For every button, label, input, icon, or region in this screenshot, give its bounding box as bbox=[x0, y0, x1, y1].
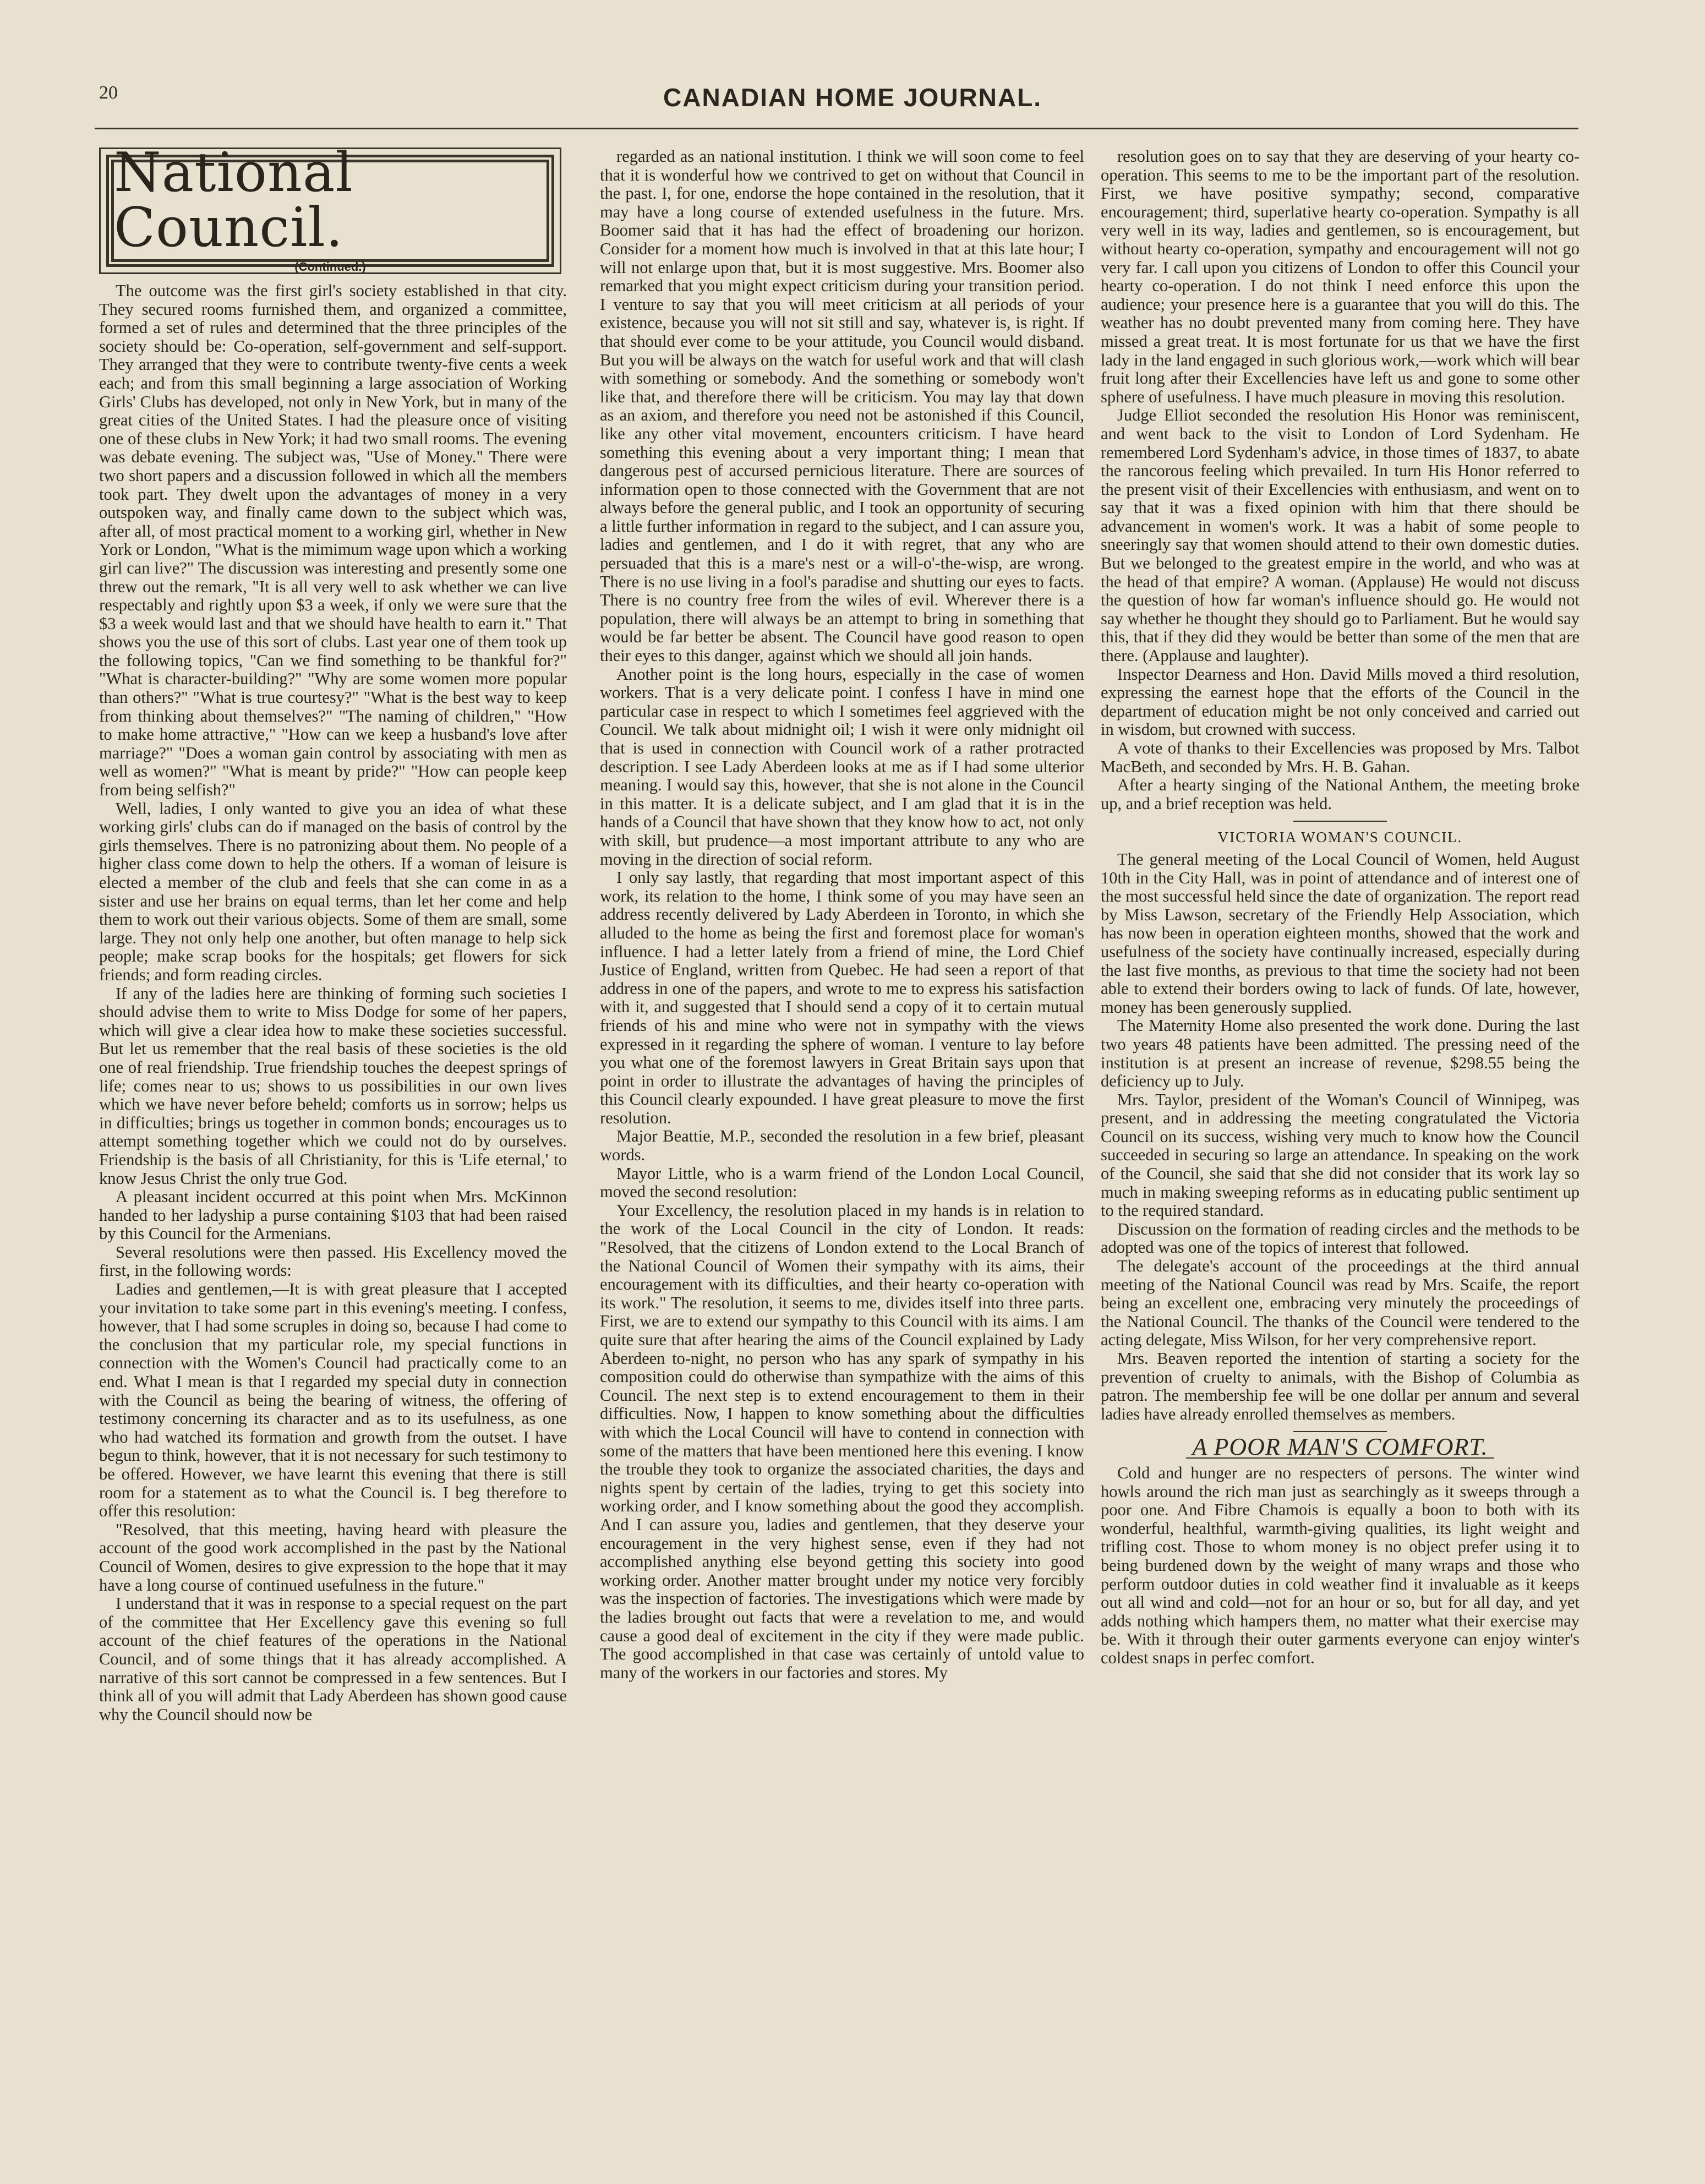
column-3 bbox=[1101, 148, 1580, 1668]
paragraph: The general meeting of the Local Council of Women, held August 10th in the City Hall, was in point of attendance and of interest one of the most successful held since the date of organization. The report read by Miss Lawson, secretary of the Friendly Help Association, which has now been in operation eighteen months, showed that the work and usefulness of the society have continually increased, especially during the last five months, as previous to that time the society had not been able to extend their borders owing to lack of funds. Of late, however, money has been generously supplied. bbox=[1101, 849, 1580, 1017]
paragraph: Discussion on the formation of reading circles and the methods to be adopted was one of the topics of interest that followed. bbox=[1101, 1219, 1580, 1257]
section-subtitle: (Continued.) bbox=[294, 260, 366, 274]
paragraph: Well, ladies, I only wanted to give you an idea of what these working girls' clubs can do if managed on the basis of control by the girls themselves. There is no patronizing about them. No people of a higher class come down to help the others. If a woman of leisure is elected a member of the club and feels that she can come in as a sister and use her brains on equal terms, than let her come and help them to work out their various objects. Some of them are small, some large. They not only help one another, but often manage to help sick people; make scrap books for the hospitals; get flowers for sick friends; and form reading circles. bbox=[99, 799, 567, 984]
paragraph: The delegate's account of the proceedings at the third annual meeting of the National Council was read by Mrs. Scaife, the report being an excellent one, embracing very minutely the proceedings of the National Council. The thanks of the Council were tendered to the acting delegate, Miss Wilson, for her very comprehensive report. bbox=[1101, 1257, 1580, 1350]
paragraph: Major Beattie, M.P., seconded the resolution in a few brief, pleasant words. bbox=[600, 1127, 1084, 1165]
section-separator bbox=[1293, 821, 1387, 822]
paragraph: resolution goes on to say that they are deserving of your hearty co-operation. This seems to me to be the important part of the resolution. First, we have positive sympathy; second, comparative encouragement; third, superlative hearty co-operation. Sympathy is all very well in its way, ladies and gentlemen, so is encouragement, but without hearty co-operation, sympathy and encouragement will not go very far. I call upon you citizens of London to offer this Council your hearty co-operation. I do not think I need enforce this upon the audience; your presence here is a guarantee that you will do this. The weather has no doubt prevented many from coming here. They have missed a great treat. It is most fortunate for us that we have the first lady in the land engaged in such glorious work,—work which will bear fruit long after their Excellencies have left us and gone to some other sphere of usefulness. I have much pleasure in moving this resolution. bbox=[1101, 147, 1580, 406]
paragraph: I understand that it was in response to a special request on the part of the committee that Her Excellency gave this evening so full account of the chief features of the operations in the National Council, and of some things that it has already accomplished. A narrative of this sort cannot be compressed in a few sentences. But I think all of you will admit that Lady Aberdeen has shown good cause why the Council should now be bbox=[99, 1594, 567, 1724]
paragraph: Inspector Dearness and Hon. David Mills moved a third resolution, expressing the earnest hope that the efforts of the Council in the department of education might be not only conceived and carried out in wisdom, but crowned with success. bbox=[1101, 664, 1580, 739]
paragraph: Mayor Little, who is a warm friend of the London Local Council, moved the second resolution: bbox=[600, 1164, 1084, 1202]
section-title-inner bbox=[106, 141, 554, 274]
section-separator bbox=[1293, 1431, 1387, 1432]
section-title: National Council. bbox=[114, 141, 353, 260]
paragraph: The outcome was the first girl's society established in that city. They secured rooms furnished them, and organized a committee, formed a set of rules and determined that the three principles of the society should be: Co-operation, self-government and self-support. They arranged that they were to contribute twenty-five cents a week each; and from this small beginning a large association of Working Girls' Clubs has developed, not only in New York, but in many of the great cities of the United States. I had the pleasure once of visiting one of these clubs in New York; it had two small rooms. The evening was debate evening. The subject was, "Use of Money." There were two short papers and a discussion followed in which all the members took part. They dwelt upon the advantages of money in a very outspoken way, and finally came down to the subject which was, after all, of most practical moment to a working girl, whether in New York or London, "What is the mimimum wage upon which a working girl can live?" The discussion was interesting and presently some one threw out the remark, "It is all very well to ask whether we can live respectably and rightly upon $3 a week, if only we were sure that the $3 a week would last and that we should have health to earn it." That shows you the use of this sort of clubs. Last year one of them took up the following topics, "Can we find something to be thankful for?" "What is character-building?" "Why are some women more popular than others?" "What is true courtesy?" "What is the best way to keep from thinking about themselves?" "The naming of children," "How to make home attractive," "How can we keep a husband's love after marriage?" "Does a woman gain control by associating with men as well as women?" "What is meant by pride?" "How can people keep from being selfish?" bbox=[99, 281, 567, 800]
paragraph: A pleasant incident occurred at this point when Mrs. McKinnon handed to her ladyship a purse containing $103 that had been raised by this Council for the Armenians. bbox=[99, 1187, 567, 1243]
column-2 bbox=[600, 148, 1084, 1682]
paragraph: Your Excellency, the resolution placed in my hands is in relation to the work of the Local Council in the city of London. It reads: "Resolved, that the citizens of London extend to the Local Branch of the National Council of Women their sympathy with its aims, their encouragement with its difficulties, and their hearty co-operation with its work." The resolution, it seems to me, divides itself into three parts. First, we are to extend our sympathy to this Council with its aims. I am quite sure that after hearing the aims of the Council explained by Lady Aberdeen to-night, no person who has any spark of sympathy in his composition could do otherwise than sympathize with the aims of this Council. The next step is to extend encouragement to them in their difficulties. Now, I happen to know something about the difficulties with which the Local Council will have to contend in connection with some of the matters that have been mentioned here this evening. I know the trouble they took to organize the associated charities, the days and nights spent by certain of the ladies, trying to get this society into working order, and I know something about the good they accomplish. And I can assure you, ladies and gentlemen, that they deserve your encouragement in the very highest sense, even if they had not accomplished anything else beyond getting this society into good working order. Another matter brought under my notice very forcibly was the inspection of factories. The investigations which were made by the ladies brought out facts that were a revelation to me, and would cause a good deal of excitement in the city if they were made public. The good accomplished in that case was certainly of untold value to many of the workers in our factories and stores. My bbox=[600, 1200, 1084, 1682]
journal-title: CANADIAN HOME JOURNAL. bbox=[663, 83, 1042, 112]
paragraph: After a hearty singing of the National Anthem, the meeting broke up, and a brief reception was held. bbox=[1101, 776, 1580, 813]
section-title-frame bbox=[99, 141, 561, 274]
victoria-council-heading: VICTORIA WOMAN'S COUNCIL. bbox=[1217, 829, 1463, 846]
paragraph: Another point is the long hours, especially in the case of women workers. That is a very delicate point. I confess I have in mind one particular case in respect to which I sometimes feel aggrieved with the Council. We talk about midnight oil; I wish it were only midnight oil that is used in connection with Council work of a rather protracted description. I see Lady Aberdeen looks at me as if I had some ulterior meaning. I would say this, however, that she is not alone in the Council in this matter. It is a delicate subject, and I am glad that it is in the hands of a Council that have shown that they know how to act, not only with skill, but prudence—a most important attribute to any who are moving in the direction of social reform. bbox=[600, 664, 1084, 869]
paragraph: A vote of thanks to their Excellencies was proposed by Mrs. Talbot MacBeth, and seconded by Mrs. H. B. Gahan. bbox=[1101, 739, 1580, 776]
paragraph: "Resolved, that this meeting, having heard with pleasure the account of the good work accomplished in the past by the National Council of Women, desires to give expression to the hope that it may have a long course of continued usefulness in the future." bbox=[99, 1520, 567, 1595]
paragraph: Mrs. Beaven reported the intention of starting a society for the prevention of cruelty to animals, with the Bishop of Columbia as patron. The membership fee will be one dollar per annum and several ladies have already enrolled themselves as members. bbox=[1101, 1349, 1580, 1423]
page-number: 20 bbox=[99, 83, 118, 103]
advert-heading: A POOR MAN'S COMFORT. bbox=[1192, 1433, 1488, 1461]
paragraph: Several resolutions were then passed. His Excellency moved the first, in the following words: bbox=[99, 1242, 567, 1280]
paragraph: Cold and hunger are no respecters of persons. The winter wind howls around the rich man just as searchingly as it sweeps through a poor one. And Fibre Chamois is equally a boon to both with its wonderful, healthful, warmth-giving qualities, its light weight and trifling cost. Those to whom money is no object prefer using it to being burdened down by the weight of many wraps and those who perform outdoor duties in cold weather find it invaluable as it keeps out all wind and cold—not for an hour or so, but for all day, and yet adds nothing which hampers them, no matter what their exercise may be. With it through their outer garments everyone can enjoy winter's coldest snaps in perfec comfort. bbox=[1101, 1463, 1580, 1667]
paragraph: The Maternity Home also presented the work done. During the last two years 48 patients have been admitted. The pressing need of the institution is at present an increase of revenue, $298.55 being the deficiency up to July. bbox=[1101, 1016, 1580, 1091]
paragraph: If any of the ladies here are thinking of forming such societies I should advise them to write to Miss Dodge for some of her papers, which will give a clear idea how to make these societies successful. But let us remember that the real basis of these societies is the old one of real friendship. True friendship touches the deepest springs of life; comes near to us; shows to us possibilities in our own lives which we have never before beheld; comforts us in sorrow; helps us in difficulties; brings us together in common bonds; encourages us to attempt something together which we could not do by ourselves. Friendship is the basis of all Christianity, for this is 'Life eternal,' to know Jesus Christ the only true God. bbox=[99, 984, 567, 1188]
column-1 bbox=[99, 141, 567, 1724]
header-rule bbox=[95, 128, 1578, 129]
paragraph: Judge Elliot seconded the resolution His Honor was reminiscent, and went back to the visit to London of Lord Sydenham. He remembered Lord Sydenham's advice, in those times of 1837, to abate the rancorous feeling which prevailed. In turn His Honor referred to the present visit of their Excellencies with enthusiasm, and went on to say that it was a fixed opinion with him that there should be advancement in women's work. It was a habit of some people to sneeringly say that women should attend to their own domestic duties. But we belonged to the greatest empire in the world, and who was at the head of that empire? A woman. (Applause) He would not discuss the question of how far woman's influence should go. He would not say whether he thought they should go to Parliament. But he would say this, that if they did they would be better than some of the men that are there. (Applause and laughter). bbox=[1101, 406, 1580, 665]
paragraph: I only say lastly, that regarding that most important aspect of this work, its relation to the home, I think some of you may have seen an address recently delivered by Lady Aberdeen in Toronto, in which she alluded to the home as being the first and foremost place for woman's influence. I had a letter lately from a friend of mine, the Lord Chief Justice of England, written from Quebec. He had seen a report of that address in one of the papers, and wrote to me to express his satisfaction with it, and suggested that I should send a copy of it to certain mutual friends of his and mine who were not in sympathy with the views expressed in it regarding the sphere of woman. I venture to lay before you what one of the foremost lawyers in Great Britain says upon that point in order to illustrate the advantages of having the principles of this Council clearly expounded. I have great pleasure to move the first resolution. bbox=[600, 868, 1084, 1127]
paragraph: Mrs. Taylor, president of the Woman's Council of Winnipeg, was present, and in addressing the meeting congratulated the Victoria Council on its success, wishing very much to know how the Council succeeded in securing so large an attendance. In speaking on the work of the Council, she said that she did not consider that its work lay so much in making sweeping reforms as in educating public sentiment up to the required standard. bbox=[1101, 1090, 1580, 1220]
paragraph: regarded as an national institution. I think we will soon come to feel that it is wonderful how we contrived to get on without that Council in the past. I, for one, endorse the hope contained in the resolution, that it may have a long course of extended usefulness in the future. Mrs. Boomer said that it has had the effect of broadening our horizon. Consider for a moment how much is involved in that at this late hour; I will not enlarge upon that, but it is most suggestive. Mrs. Boomer also remarked that you might expect criticism during your transition period. I venture to say that you will meet criticism at all periods of your existence, because you will not sit still and say, whatever is, is right. If that should ever come to be your attitude, you Council would disband. But you will be always on the watch for useful work and that will clash with something or somebody. And the something or somebody won't like that, and therefore there will be criticism. You may lay that down as an axiom, and therefore you need not be astonished if this Council, like any other vital movement, encounters criticism. I have heard something this evening about a very important thing; I mean that dangerous pest of accursed pernicious literature. There are sources of information open to those connected with the Government that are not always before the general public, and I took an opportunity of securing a little further information in regard to the subject, and I can assure you, ladies and gentlemen, and I do it with regret, that any who are persuaded that this is a mare's nest or a will-o'-the-wisp, are wrong. There is no use living in a fool's paradise and shutting our eyes to facts. There is no country free from the wiles of evil. Wherever there is a population, there will always be an attempt to bring in something that would be far better be absent. The Council have good reason to open their eyes to this danger, against which we should all join hands. bbox=[600, 147, 1084, 665]
paragraph: Ladies and gentlemen,—It is with great pleasure that I accepted your invitation to take some part in this evening's meeting. I confess, however, that I had some scruples in doing so, because I had come to the conclusion that my particular role, my special functions in connection with the Women's Council had practically come to an end. What I mean is that I regarded my special duty in connection with the Council as being the bearing of witness, the offering of testimony concerning its character and as to its usefulness, as one who had watched its formation and growth from the outset. I have begun to think, however, that it is not necessary for such testimony to be offered. However, we have learnt this evening that there is still room for a statement as to what the Council is. I beg therefore to offer this resolution: bbox=[99, 1280, 567, 1521]
